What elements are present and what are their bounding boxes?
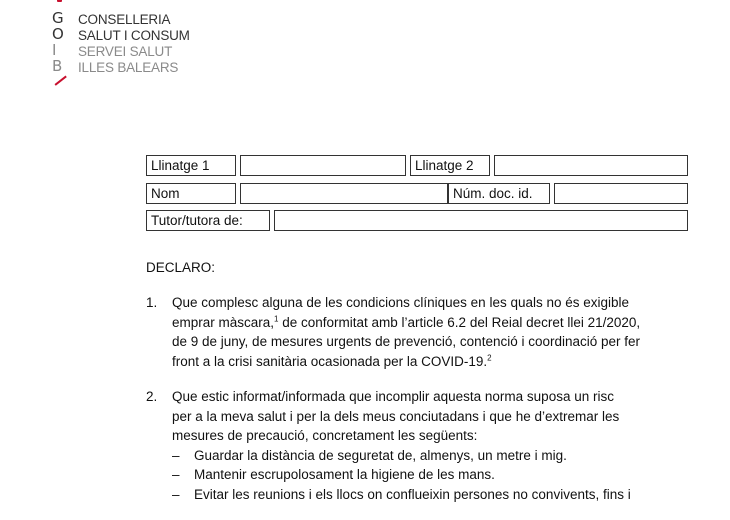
tutor-label: Tutor/tutora de: (146, 210, 270, 231)
item-text: emprar màscara, (172, 314, 275, 330)
item-number: 1. (146, 295, 158, 310)
num-doc-field[interactable] (554, 183, 688, 204)
item-line: de 9 de juny, de mesures urgents de prevenció, contenció i coordinació per fer (172, 334, 641, 349)
logo-letters (52, 10, 70, 74)
llinatge1-label: Llinatge 1 (146, 155, 236, 176)
declaration-list (146, 293, 706, 520)
footnote-ref-1[interactable]: 1 (274, 314, 279, 323)
bullet-item (172, 485, 706, 505)
header-logo (52, 0, 272, 100)
item-line: Que complesc alguna de les condicions clíniques en les quals no és exigible (172, 295, 630, 310)
item-text: front a la crisi sanitària ocasionada per la COVID-19. (172, 353, 488, 369)
dash-marker: – (172, 486, 180, 502)
nom-field[interactable] (240, 183, 448, 204)
llinatge2-label: Llinatge 2 (410, 155, 490, 176)
bullet-text: Mantenir escrupolosament la higiene de les mans. (194, 467, 495, 482)
item-line: per a la meva salut i per la dels meus conciutadans i que he d’extremar les (172, 408, 620, 424)
logo-line-illes-balears: ILLES BALEARS (78, 60, 179, 75)
footnote-ref-2[interactable]: 2 (487, 353, 492, 362)
logo-letter-g: G (52, 9, 64, 27)
dash-marker: – (172, 467, 180, 482)
logo-line-salut-consum: SALUT I CONSUM (78, 28, 190, 43)
llinatge1-field[interactable] (240, 155, 406, 176)
logo-text (78, 12, 190, 76)
bullet-text: Evitar les reunions i els llocs on conflueixin persones no convivents, fins i (194, 486, 631, 502)
declaro-heading: DECLARO: (146, 260, 216, 275)
item-line (172, 352, 706, 372)
logo-letter-o: O (52, 25, 64, 43)
logo-letter-b: B (52, 57, 63, 75)
llinatge2-field[interactable] (494, 155, 688, 176)
logo-line-servei-salut: SERVEI SALUT (78, 44, 173, 59)
num-doc-label: Núm. doc. id. (448, 183, 550, 204)
identification-form (146, 155, 688, 235)
item-line (172, 313, 706, 333)
dash-marker: – (172, 447, 180, 463)
logo-letter-i: I (52, 41, 57, 59)
bullet-item (172, 465, 706, 485)
nom-label: Nom (146, 183, 236, 204)
list-item (146, 387, 706, 504)
item-text: de conformitat amb l’article 6.2 del Reial decret llei 21/2020, (278, 314, 641, 330)
list-item (146, 293, 706, 371)
bullet-text: Guardar la distància de seguretat de, almenys, un metre i mig. (194, 447, 567, 463)
logo-red-mark (57, 0, 62, 2)
item-line: mesures de precaució, concretament les següents: (172, 428, 478, 443)
logo-line-conselleria: CONSELLERIA (78, 12, 171, 27)
logo-slash (55, 76, 67, 86)
tutor-field[interactable] (274, 210, 688, 231)
item-line: Que estic informat/informada que incomplir aquesta norma suposa un risc (172, 389, 614, 404)
bullet-item (172, 446, 706, 466)
item-number: 2. (146, 389, 158, 404)
